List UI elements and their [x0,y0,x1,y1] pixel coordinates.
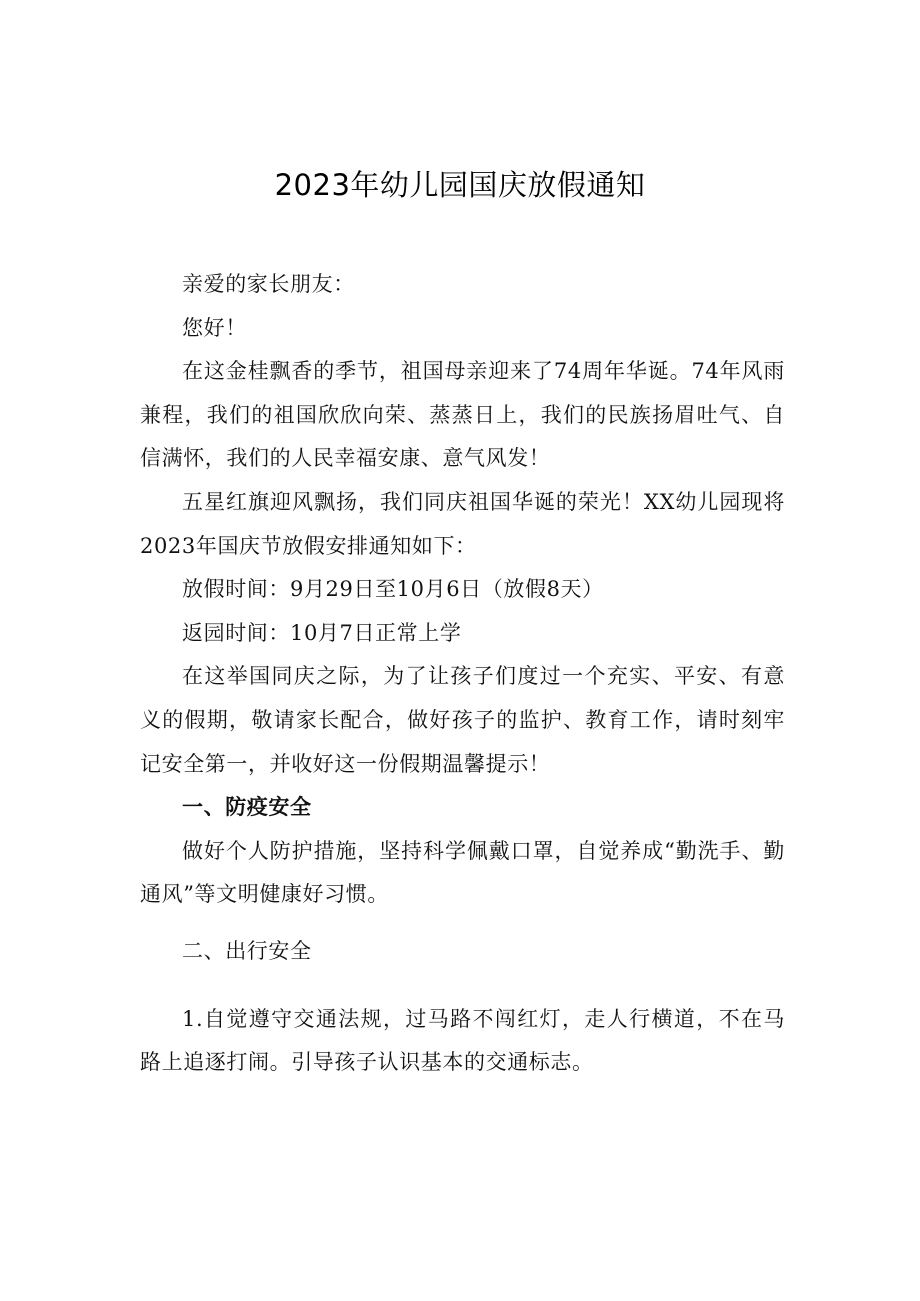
section-heading-travel-safety: 二、出行安全 [182,938,312,963]
paragraph-epidemic-safety: 做好个人防护措施，坚持科学佩戴口罩，自觉养成“勤洗手、勤通风”等文明健康好习惯。 [140,838,785,907]
paragraph-announcement: 五星红旗迎风飘扬，我们同庆祖国华诞的荣光！XX幼儿园现将2023年国庆节放假安排通知如下： [140,489,785,558]
holiday-dates: 放假时间：9月29日至10月6日（放假8天） [182,577,604,602]
paragraph-travel-rule-1: 1.自觉遵守交通法规，过马路不闯红灯，走人行横道，不在马路上追逐打闹。引导孩子认识基本的交通标志。 [140,1006,785,1075]
greeting-hello: 您好！ [182,315,247,340]
paragraph-safety-reminder: 在这举国同庆之际，为了让孩子们度过一个充实、平安、有意义的假期，敬请家长配合，做好孩子的监护、教育工作，请时刻牢记安全第一，并收好这一份假期温馨提示！ [140,664,785,776]
return-date: 返园时间：10月7日正常上学 [182,620,462,645]
greeting-salutation: 亲爱的家长朋友： [182,272,355,296]
section-heading-epidemic-safety: 一、防疫安全 [182,795,312,820]
document-body [140,263,785,1085]
paragraph-intro: 在这金桂飘香的季节，祖国母亲迎来了74周年华诞。74年风雨兼程，我们的祖国欣欣向荣、蒸蒸日上，我们的民族扬眉吐气、自信满怀，我们的人民幸福安康、意气风发！ [140,359,785,471]
document-title: 2023年幼儿园国庆放假通知 [274,168,646,202]
